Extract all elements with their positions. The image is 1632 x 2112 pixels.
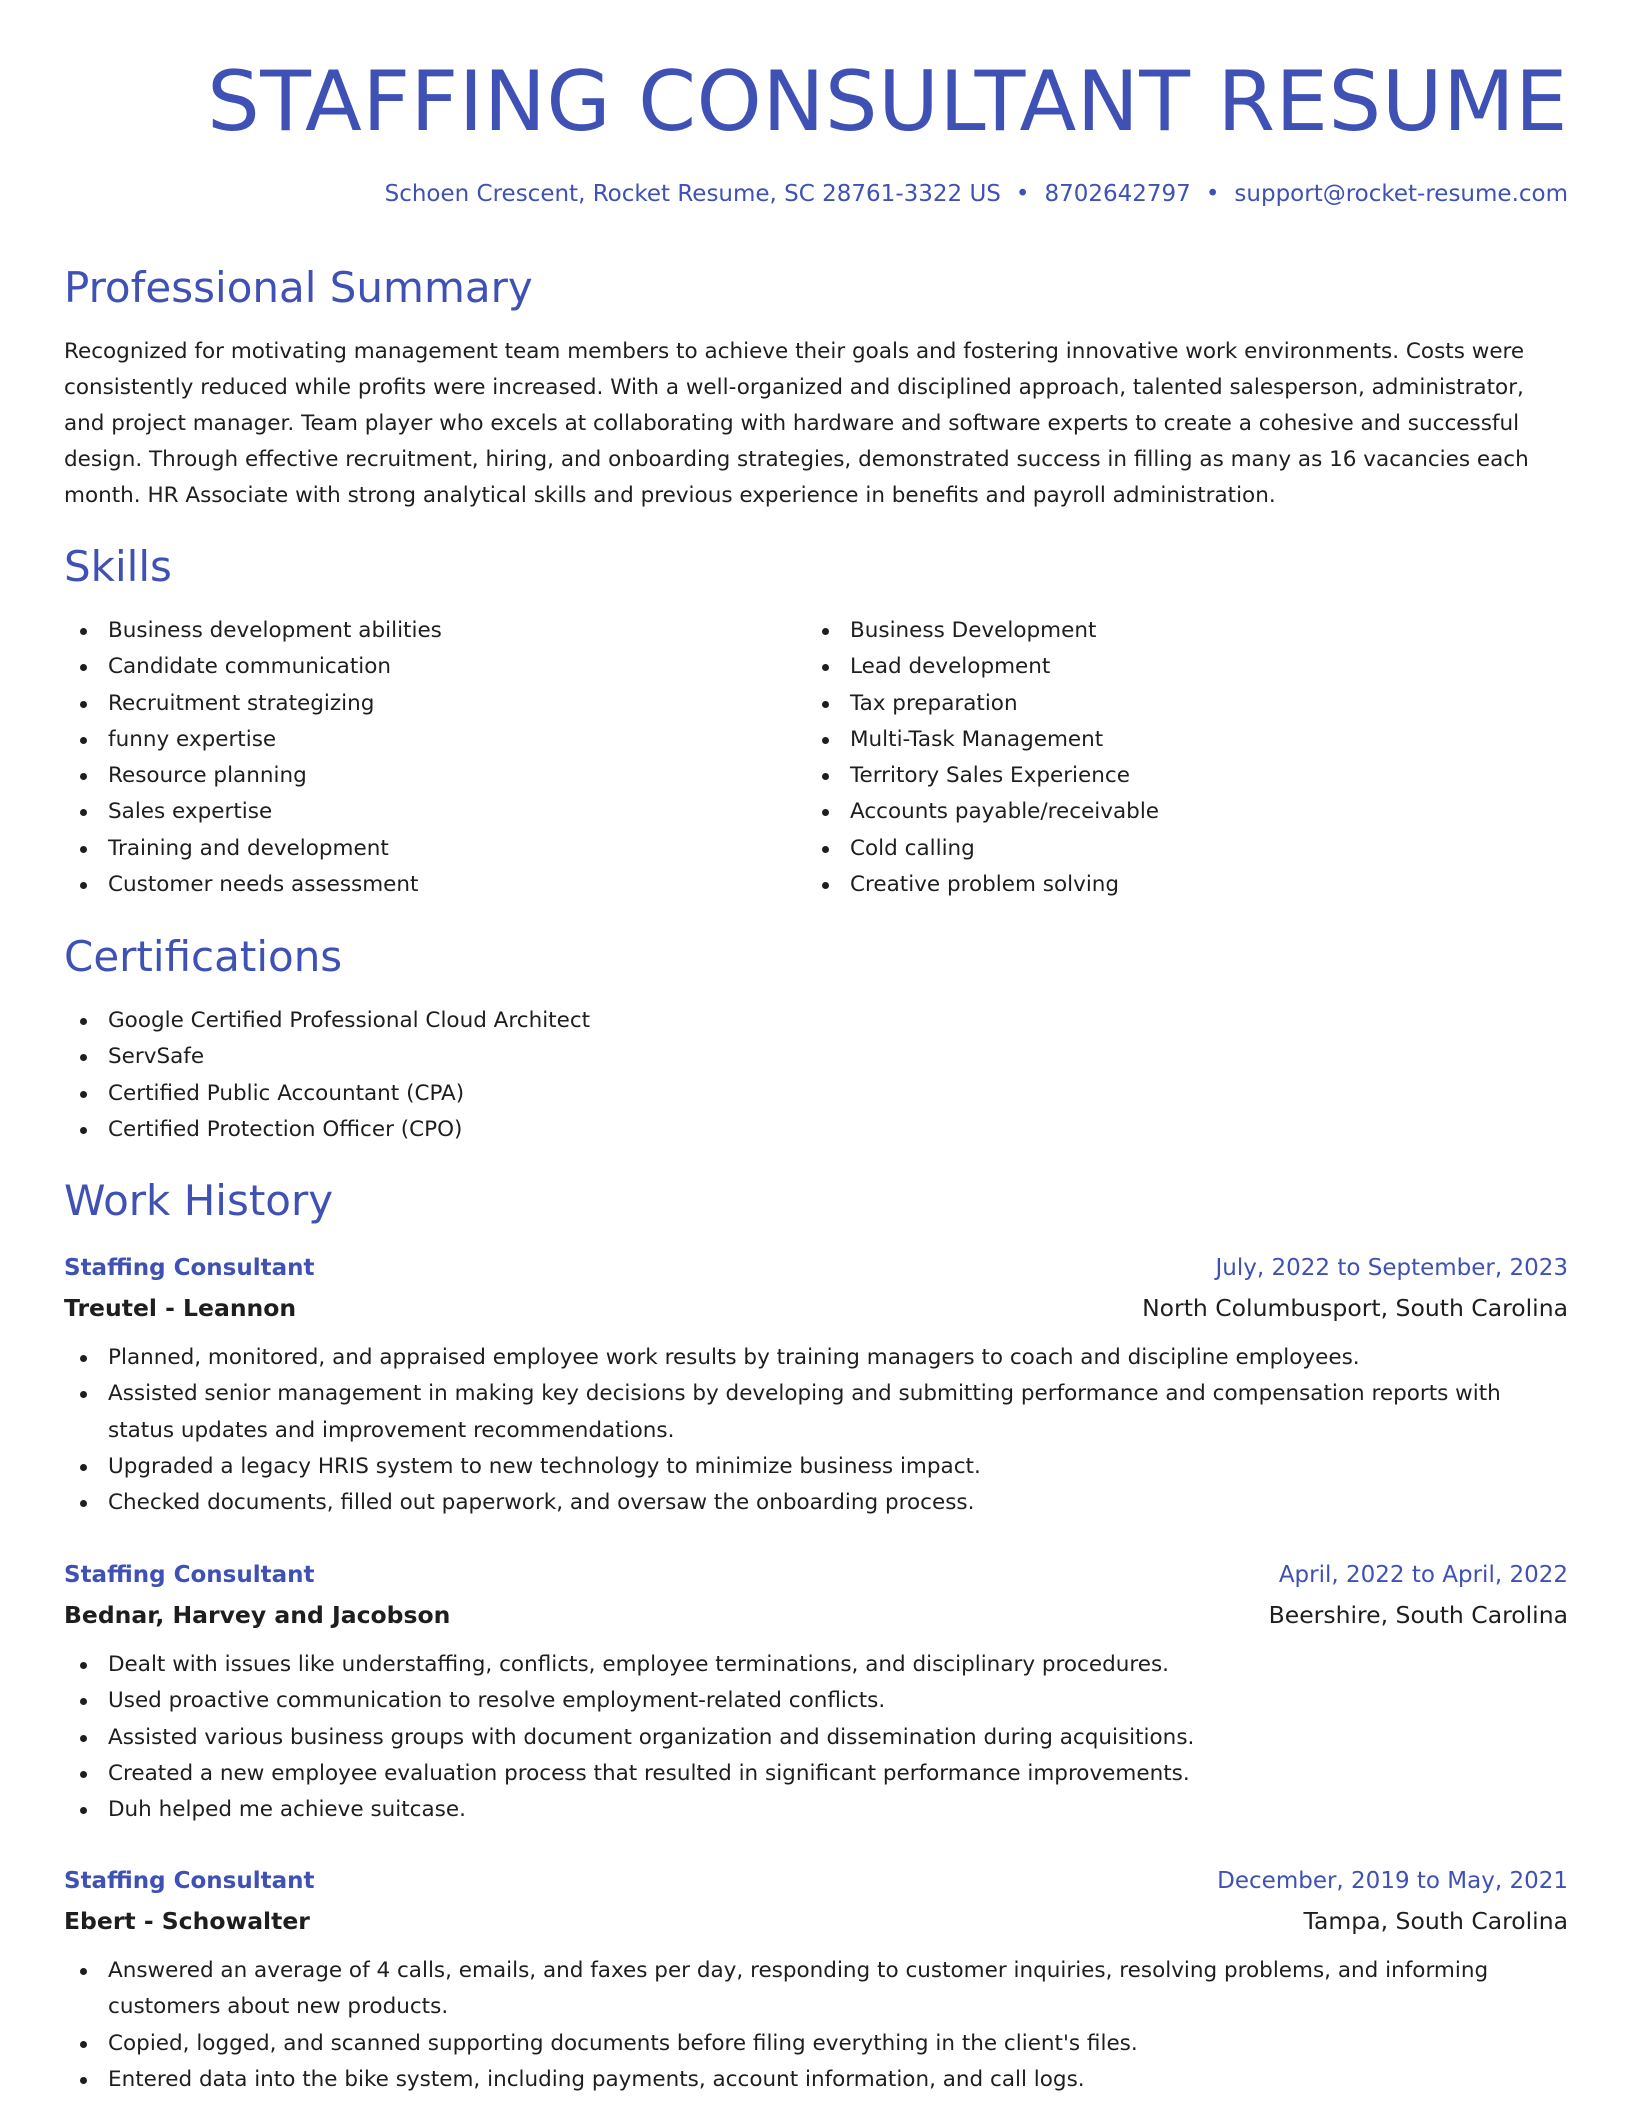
section-heading-work-history: Work History — [64, 1176, 334, 1225]
section-heading-certifications: Certifications — [64, 932, 343, 981]
job-location: North Columbusport, South Carolina — [1142, 1294, 1568, 1322]
job-location: Tampa, South Carolina — [1303, 1907, 1568, 1935]
job-header-row — [64, 1248, 1568, 1288]
job-duties-list — [64, 1340, 1568, 1521]
skill-item: Candidate communication — [64, 649, 764, 685]
job-duty-item: Answered an average of 4 calls, emails, and faxes per day, responding to customer inquiries, resolving problems, and informing customers about new products. — [64, 1953, 1568, 2026]
job-entry — [64, 1555, 1568, 1828]
job-company: Treutel - Leannon — [64, 1294, 297, 1322]
skill-item: Territory Sales Experience — [806, 758, 1506, 794]
job-location: Beershire, South Carolina — [1268, 1601, 1568, 1629]
job-duty-item: Assisted senior management in making key decisions by developing and submitting performance and compensation reports with status updates and improvement recommendations. — [64, 1376, 1568, 1449]
job-company-row — [64, 1288, 1568, 1328]
job-duty-item: Dealt with issues like understaffing, conflicts, employee terminations, and disciplinary procedures. — [64, 1647, 1568, 1683]
skill-item: Business development abilities — [64, 613, 764, 649]
certifications-list — [64, 1003, 1264, 1148]
skill-item: Multi-Task Management — [806, 722, 1506, 758]
skill-item: Recruitment strategizing — [64, 686, 764, 722]
job-title: Staffing Consultant — [64, 1868, 315, 1894]
job-duty-item: Duh helped me achieve suitcase. — [64, 1792, 1568, 1828]
skill-item: funny expertise — [64, 722, 764, 758]
job-company: Ebert - Schowalter — [64, 1907, 310, 1935]
job-duties-list — [64, 1647, 1568, 1828]
summary-text: Recognized for motivating management team members to achieve their goals and fostering innovative work environments. Costs were consistently reduced while profits were increased. With a well-organized and disciplined approach, talented salesperson, administrator, and project manager. Team player who excels at collaborating with hardware and software experts to create a cohesive and successful design. Through effective recruitment, hiring, and onboarding strategies, demonstrated success in filling as many as 16 vacancies each month. HR Associate with strong analytical skills and previous experience in benefits and payroll administration. — [64, 339, 1529, 508]
contact-separator: • — [1205, 181, 1220, 207]
job-dates: April, 2022 to April, 2022 — [1278, 1562, 1568, 1588]
contact-line — [385, 178, 1568, 210]
skill-item: Customer needs assessment — [64, 867, 764, 903]
skill-item: Creative problem solving — [806, 867, 1506, 903]
job-duty-item: Entered data into the bike system, including payments, account information, and call logs. — [64, 2062, 1568, 2098]
job-entry — [64, 1248, 1568, 1521]
certification-item: Certified Protection Officer (CPO) — [64, 1112, 1264, 1148]
job-duty-item: Used proactive communication to resolve employment-related conflicts. — [64, 1683, 1568, 1719]
job-duties-list — [64, 1953, 1568, 2098]
skill-item: Accounts payable/receivable — [806, 794, 1506, 830]
skills-list-left — [64, 613, 764, 903]
skill-item: Sales expertise — [64, 794, 764, 830]
skill-item: Tax preparation — [806, 686, 1506, 722]
job-entry — [64, 1861, 1568, 2098]
job-dates: December, 2019 to May, 2021 — [1217, 1868, 1568, 1894]
job-dates: July, 2022 to September, 2023 — [1215, 1255, 1568, 1281]
job-duty-item: Created a new employee evaluation process that resulted in significant performance improvements. — [64, 1756, 1568, 1792]
job-duty-item: Assisted various business groups with document organization and dissemination during acquisitions. — [64, 1720, 1568, 1756]
contact-phone: 8702642797 — [1044, 181, 1191, 207]
job-duty-item: Planned, monitored, and appraised employee work results by training managers to coach and discipline employees. — [64, 1340, 1568, 1376]
resume-title: STAFFING CONSULTANT RESUME — [207, 53, 1568, 150]
contact-separator: • — [1015, 181, 1030, 207]
skill-item: Training and development — [64, 831, 764, 867]
job-company-row — [64, 1901, 1568, 1941]
certification-item: ServSafe — [64, 1039, 1264, 1075]
skill-item: Cold calling — [806, 831, 1506, 867]
contact-address: Schoen Crescent, Rocket Resume, SC 28761-3322 US — [384, 181, 1001, 207]
job-header-row — [64, 1861, 1568, 1901]
contact-email[interactable]: support@rocket-resume.com — [1234, 181, 1568, 207]
job-company-row — [64, 1595, 1568, 1635]
job-company: Bednar, Harvey and Jacobson — [64, 1601, 451, 1629]
section-heading-skills: Skills — [64, 542, 172, 591]
section-heading-summary: Professional Summary — [64, 263, 533, 312]
job-header-row — [64, 1555, 1568, 1595]
skill-item: Resource planning — [64, 758, 764, 794]
skill-item: Business Development — [806, 613, 1506, 649]
job-duty-item: Checked documents, filled out paperwork, and oversaw the onboarding process. — [64, 1485, 1568, 1521]
job-duty-item: Upgraded a legacy HRIS system to new technology to minimize business impact. — [64, 1449, 1568, 1485]
certification-item: Google Certified Professional Cloud Architect — [64, 1003, 1264, 1039]
job-duty-item: Copied, logged, and scanned supporting documents before filing everything in the client's files. — [64, 2026, 1568, 2062]
certification-item: Certified Public Accountant (CPA) — [64, 1076, 1264, 1112]
job-title: Staffing Consultant — [64, 1562, 315, 1588]
skill-item: Lead development — [806, 649, 1506, 685]
job-title: Staffing Consultant — [64, 1255, 315, 1281]
skills-list-right — [806, 613, 1506, 903]
